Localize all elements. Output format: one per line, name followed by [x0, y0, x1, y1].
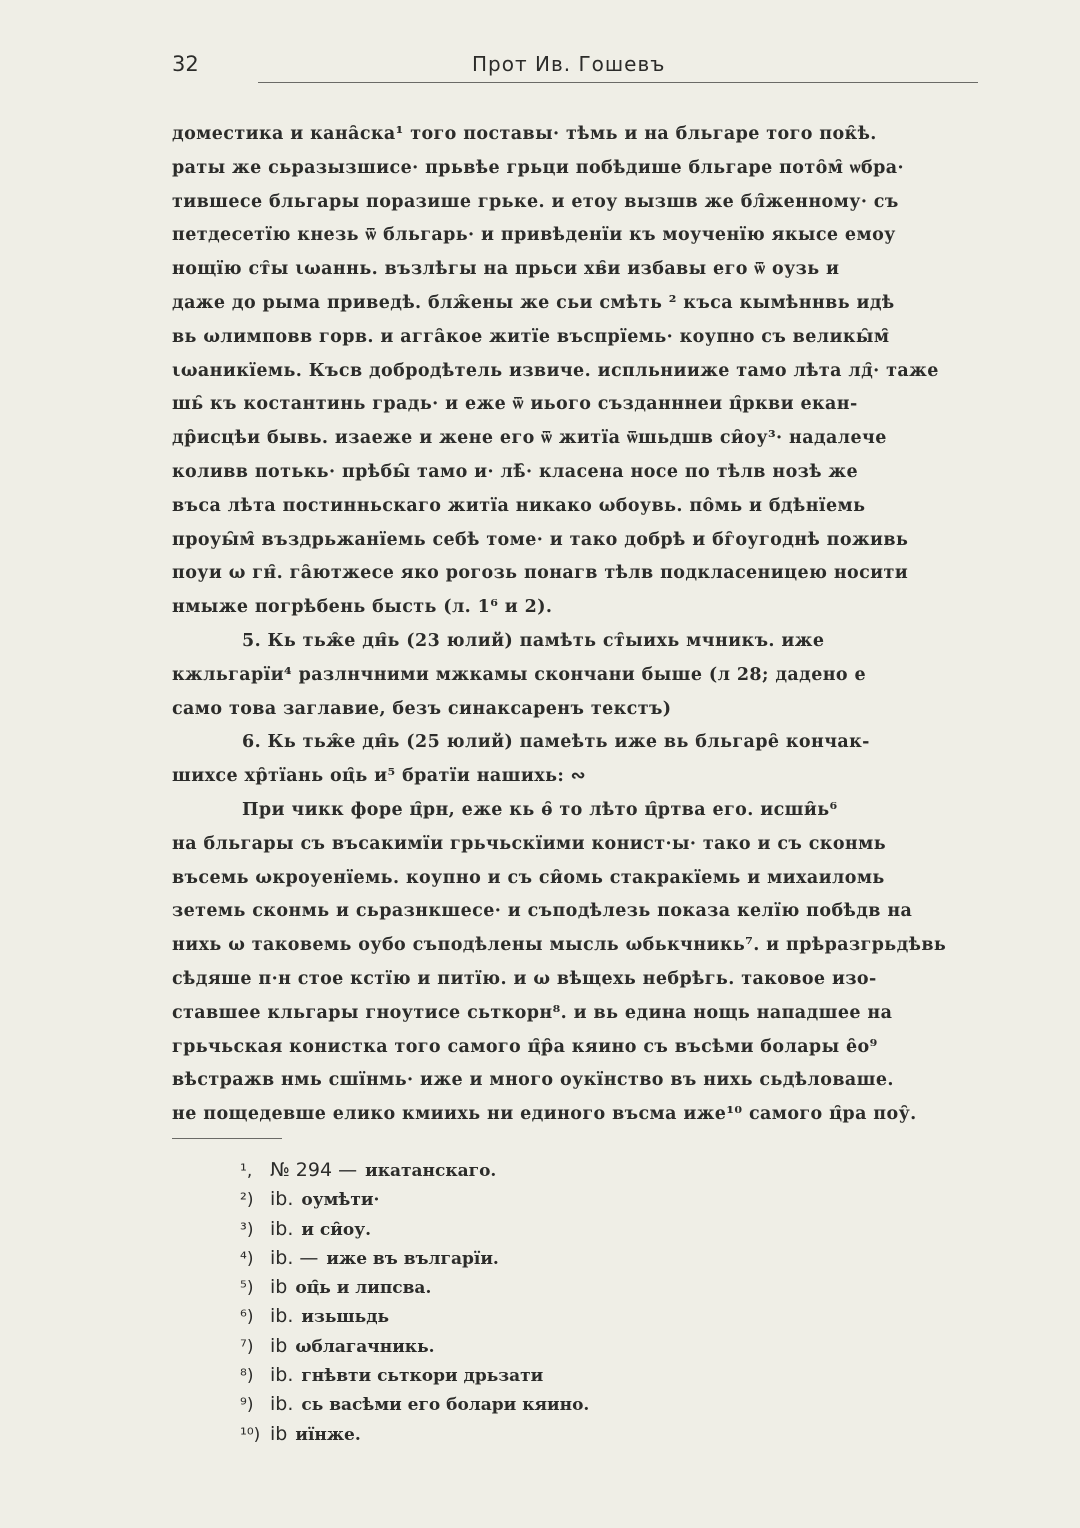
- footnote-text: сь васѣми его болари кяино.: [301, 1395, 590, 1416]
- footnote-ref: ib.: [270, 1364, 294, 1387]
- footnote-mark: ⁶): [240, 1307, 254, 1328]
- main-text: [172, 118, 978, 1132]
- footnotes: [240, 1156, 940, 1449]
- footnote-text: гнѣвти сьткори дрьзати: [301, 1366, 544, 1387]
- footnote-ref: ib.: [270, 1217, 294, 1240]
- footnote-ref: ib: [270, 1422, 288, 1445]
- footnote-text: икатанскаго.: [365, 1161, 497, 1181]
- footnote-text: изьшьдь: [301, 1307, 390, 1328]
- footnote-5: [240, 1273, 940, 1302]
- footnote-9: [240, 1390, 940, 1419]
- paragraph-1: доместика и кана̑ска¹ того поставы· тѣмь и на бльгаре того пок̑ѣ. раты же сьразызшисе· прьвѣе грьци побѣдише бльгаре пото̑м̑ ѡбра· тившесе бльгары поразише грьке. и етоу вызшв же бл̑женному· съ петдесетїю кнезь ѿ бльгарь· и привѣденїи къ моученїю якысе емоу нощїю ст̑ы ιωаннь. възлѣгы на прьси хв̑и избавы его ѿ оузь и даже до рыма приведѣ. блж̑ены же сьи смѣть ² къса кымѣннвь идѣ вь ωлимповв горв. и агга̑кое житїе въспрїемь· коупно съ великы̑м̑ ιωаникїемь. Късв добродѣтель извиче. испльнииже тамо лѣта лд̑· таже шь̑ къ костантинь градь· и еже ѿ иього създанннеи ц̑ркви екан- др̑исцѣи бывь. изаеже и жене его ѿ житїа ѿшьдшв си̑оу³· надалече коливв потькь· прѣбы̑ тамо и· лѣ̑· класена носе по тѣлв нозѣ же въса лѣта постинньскаго житїа никако ωбоувь. по̑мь и бдѣнїемь проуы̑м̑ въздрьжанїемь себѣ томе· и тако добрѣ и бг̑оугоднѣ поживь поуи ω гн̑. га̑ютжесе яко рогозь понагв тѣлв подкласеницею носити нмыже погрѣбень бысть (л. 1⁶ и 2).: [172, 124, 939, 618]
- footnote-mark: ¹,: [240, 1161, 253, 1181]
- footnote-mark: ⁷): [240, 1336, 254, 1357]
- footnote-ref: ib.: [270, 1305, 294, 1328]
- footnote-mark: ⁹): [240, 1395, 254, 1416]
- footnote-mark: ³): [240, 1219, 254, 1240]
- footnote-text: иже въ вългарїи.: [326, 1248, 499, 1269]
- footnote-ref: ib.: [270, 1393, 294, 1416]
- footnote-6: [240, 1302, 940, 1331]
- footnote-8: [240, 1361, 940, 1390]
- footnote-ref: ib. —: [270, 1246, 319, 1269]
- footnote-ref: ib: [270, 1276, 288, 1299]
- footnote-7: [240, 1332, 940, 1361]
- running-title: Прот Ив. Гошевъ: [472, 52, 666, 76]
- page-header: [172, 52, 978, 82]
- footnote-ref: ib.: [270, 1188, 294, 1211]
- footnote-mark: ⁴): [240, 1248, 254, 1269]
- footnote-10: [240, 1420, 940, 1449]
- paragraph-3: 6. Кь тьж̑е дн̑ь (25 юлий) памеѣть иже вь бльгаре̑ кончак- шихсе хр̑тїань оц̑ь и⁵ братїи нашихь: ∾: [172, 732, 870, 787]
- paragraph-4: При чикк форе ц̑рн, еже кь ѳ̑ то лѣто ц̑ртва его. исши̑ь⁶ на бльгары съ въсакимїи грьчьскїими конист·ы· тако и съ сконмь въсемь ωкроуенїемь. коупно и съ си̑омь стакракїемь и михаиломь зетемь сконмь и сьразнкшесе· и съподѣлезь показа келїю побѣдв на нихь ω таковемь оубо съподѣлены мысль ωбькчникь⁷. и прѣразгрьдѣвь сѣдяше п·н стое кстїю и питїю. и ω вѣщехь небрѣгь. таковое изо- ставшее кльгары гноутисе сьткорн⁸. и вь едина нощь нападшее на грьчьская конистка того самого ц̑р̑а кяино съ въсѣми болары е̑о⁹ вѣстражв нмь сшїнмь· иже и много оукїнство въ нихь сьдѣловаше. не пощедевше елико кмиихь ни единого въсма иже¹⁰ самого ц̑ра поу̑.: [172, 799, 947, 1125]
- footnote-2: [240, 1185, 940, 1214]
- footnote-text: оц̑ь и липсва.: [295, 1278, 432, 1299]
- footnote-mark: ⁸): [240, 1366, 254, 1387]
- footnote-4: [240, 1244, 940, 1273]
- footnote-text: ωблагачникь.: [295, 1336, 435, 1357]
- footnote-mark: ²): [240, 1190, 254, 1211]
- footnote-text: иїнже.: [295, 1424, 361, 1445]
- footnote-1: [240, 1156, 940, 1185]
- footnote-ref: ib: [270, 1334, 288, 1357]
- footnote-text: и си̑оу.: [301, 1219, 372, 1240]
- footnote-mark: ¹⁰): [240, 1424, 261, 1445]
- paragraph-2: 5. Кь тьж̑е дн̑ь (23 юлий) памѣть ст̑ыихь мчникъ. иже кжльгарїи⁴ разлнчними мжкамы скончани быше (л 28; дадено е само това заглавие, безъ синаксаренъ текстъ): [172, 630, 867, 719]
- header-rule: [258, 82, 978, 83]
- footnote-rule: [172, 1138, 282, 1139]
- footnote-text: оумѣти·: [301, 1190, 380, 1211]
- footnote-ref: № 294 —: [270, 1159, 358, 1181]
- footnote-mark: ⁵): [240, 1278, 254, 1299]
- footnote-3: [240, 1215, 940, 1244]
- page-number: 32: [172, 52, 199, 76]
